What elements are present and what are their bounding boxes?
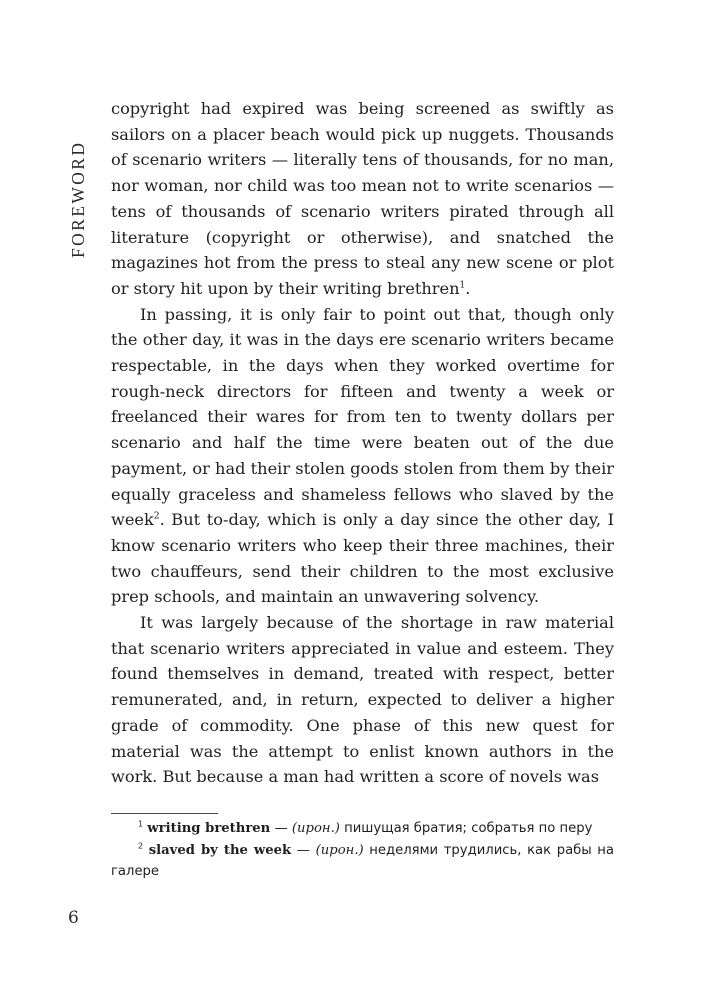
footnote-abbreviation: (ирон.): [291, 821, 340, 836]
footnote-marker: 1: [138, 819, 144, 829]
paragraph-text: copyright had expired was being screened as swiftly as sailors on a placer beach would pick up nuggets. Thousands of scenario writers — literally tens of thousands, for no man, nor woman, nor child was too mean not to write scenarios — tens of thousands of scenario writers pirated through all literature (copyright or otherwise), and snatched the magazines hot from the press to steal any new scene or plot or story hit upon by their writing brethren: [111, 99, 614, 298]
footnote-1: [111, 818, 614, 840]
paragraph-3: [111, 610, 614, 790]
footnote-divider: [111, 813, 218, 814]
footnote-term: slaved by the week: [148, 842, 292, 858]
paragraph-text: In passing, it is only fair to point out that, though only the other day, it was in the days ere scenario writers became respectable, in the days when they worked overtime for rough-neck directors for fifteen and twenty a week or freelanced their wares for from ten to twenty dollars per scenario and half the time were beaten out of the due payment, or had their stolen goods stolen from them by their equally graceless and shameless fellows who slaved by the week: [111, 304, 614, 530]
footnote-gloss: пишущая братия; собратья по перу: [339, 821, 593, 836]
paragraph-text: .: [465, 278, 471, 298]
footnote-term: writing brethren: [147, 821, 271, 836]
paragraph-text: . But to-day, which is only a day since the other day, I know scenario writers who keep their three machines, their two chauffeurs, send their children to the most exclusive prep schools, and maintain an unwavering solvency.: [111, 510, 614, 607]
paragraph-2: [111, 302, 614, 610]
footnote-gloss: неделями трудились, как рабы на галере: [111, 842, 615, 879]
paragraph-text: It was largely because of the shortage in raw material that scenario writers appreciated in value and esteem. They found themselves in demand, treated with respect, better remunerated, and, in return, expected to deliver a higher grade of commodity. One phase of this new quest for material was the attempt to enlist known authors in the work. But because a man had written a score of novels was: [111, 613, 614, 787]
footnote-dash: —: [270, 821, 292, 836]
footnote-marker: 2: [138, 841, 144, 851]
footnote-ref-1[interactable]: 1: [459, 280, 466, 291]
running-head-label: FOREWORD: [68, 140, 88, 258]
running-head: [66, 98, 86, 258]
paragraph-1: [111, 96, 614, 302]
body-text: [111, 96, 614, 790]
footnote-abbreviation: (ирон.): [315, 842, 364, 858]
footnote-2: [111, 840, 614, 883]
page-number: 6: [68, 908, 79, 928]
footnotes: [111, 818, 614, 883]
footnote-dash: —: [291, 842, 316, 858]
footnote-ref-2[interactable]: 2: [153, 511, 160, 522]
